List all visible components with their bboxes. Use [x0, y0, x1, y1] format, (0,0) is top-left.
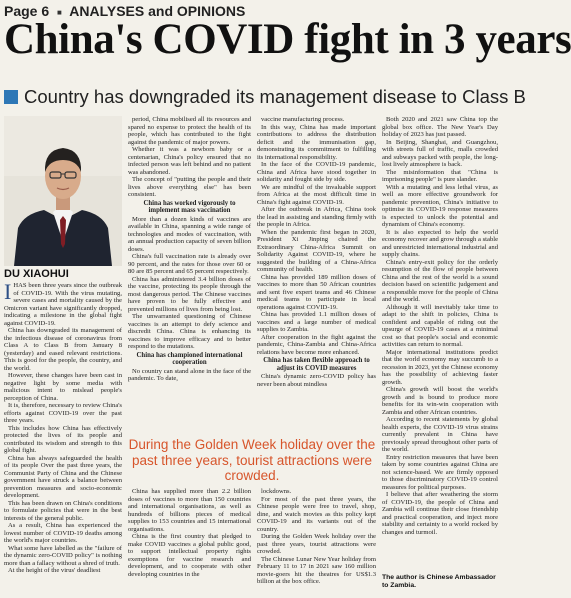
paragraph: Whether it was a newborn baby or a centenarian, China's policy ensured that no infected person was left behind and no patient was abandoned.: [128, 146, 251, 176]
paragraph: China is the first country that pledged to make COVID vaccines a global public good, to support intellectual property rights exemptions for vaccine research and development, and to cooperate with other developing countries in the: [128, 533, 251, 578]
author-photo: [4, 116, 122, 266]
paragraph: HAS been three years since the outbreak of COVID-19. With the virus mutating, severe cases and mortality caused by the Omicron variant have significantly dropped, indicating a milestone in the global fight against COVID-19.: [4, 282, 122, 327]
paragraph: As a result, China has experienced the lowest number of COVID-19 deaths among the world's major countries.: [4, 522, 122, 544]
paragraph: No country can stand alone in the face of the pandemic. To date,: [128, 367, 251, 382]
paragraph: lockdowns.: [261, 488, 292, 495]
paragraph: period, China mobilised all its resources and spared no expense to protect the health of its people, which has contributed to the fight against the pandemic of major powers.: [128, 116, 251, 146]
paragraph: This has been drawn on China's conditions to formulate policies that were in the best interests of the general public.: [4, 499, 122, 522]
blue-square-icon: [4, 90, 18, 104]
paragraph: China has administered 3.4 billion doses of the vaccine, protecting its people through the most dangerous period. The Chinese vaccines have proven to be fully effective and prevented millions of lives from being lost.: [128, 275, 251, 313]
paragraph: It is also expected to help the world economy recover and grow through a stable and unrestricted international industrial and supply chains.: [382, 228, 498, 258]
paragraph: However, these changes have been cast in negative light by some media with malicious intent to mislead people's perception of China.: [4, 372, 122, 402]
paragraph: In Beijing, Shanghai, and Guangzhou, with streets full of traffic, malls crowded and subways packed with people, the long-lost lively atmosphere is back.: [382, 138, 498, 168]
subheadline: [4, 86, 526, 108]
paragraph: With a mutating and less lethal virus, as well as more effective groundwork for pandemic prevention, China's initiative to optimise its COVID-19 response measures is expected to unlock the potential and dynamism of China's economy.: [382, 183, 498, 228]
paragraph: When the pandemic first began in 2020, President Xi Jinping chaired the Extraordinary China-Africa Summit on Solidarity Against COVID-19, where he suggested the building of a China-Africa community of health.: [257, 228, 376, 273]
paragraph: During the Golden Week holiday over the past three years, tourist attractions were crowded.: [257, 533, 376, 555]
column-1: [4, 279, 122, 596]
paragraph: It is, therefore, necessary to review China's efforts against COVID-19 over the past three years.: [4, 402, 122, 424]
author-note: The author is Chinese Ambassador to Zambia.: [382, 574, 496, 589]
paragraph: The concept of "putting the people and their lives above everything else" has been consistent.: [128, 176, 251, 198]
column-2: [128, 116, 251, 432]
paragraph: China's entry-exit policy for the orderly resumption of the flow of people between China and the rest of the world is a sound decision based on scientific judgement and a responsible move for the people of China and the world.: [382, 258, 498, 303]
paragraph: We are mindful of the invaluable support from Africa at the most difficult time in China's fight against COVID-19.: [257, 183, 376, 206]
paragraph: After the outbreak in Africa, China took the lead in assisting and standing firmly with the people in Africa.: [257, 206, 376, 228]
paragraph: In this way, China has made important contributions to address the distribution deficit and the immunisation gap, demonstrating its commitment to fulfilling its international responsibility.: [257, 123, 376, 161]
paragraph: China's dynamic zero-COVID policy has never been about mindless: [257, 373, 376, 388]
column-3: [257, 116, 376, 432]
paragraph: After cooperation in the fight against the pandemic, China-Zambia and China-Africa relations have become more enhanced.: [257, 333, 376, 356]
paragraph: China has provided 189 million doses of vaccines to more than 50 African countries and sent five expert teams and 46 Chinese medical teams to participate in local operations against COVID-19.: [257, 273, 376, 311]
pull-quote: During the Golden Week holiday over the past three years, tourist attractions were crowded.: [128, 437, 376, 483]
paragraph: China's full vaccination rate is already over 90 percent, and the rates for those over 60 or 80 are 85 percent and 65 percent respectively.: [128, 253, 251, 275]
column-3-lower: [257, 488, 376, 596]
paragraph: More than a dozen kinds of vaccines are available in China, spanning a wide range of technologies and modes of vaccination, with an annual production capacity of seven billion doses.: [128, 215, 251, 253]
paragraph: This includes how China has effectively protected the lives of its people and contributed its wisdom and strength to this global fight.: [4, 424, 122, 454]
subheading: China has worked vigorously to implement mass vaccination: [143, 199, 236, 214]
paragraph: The Chinese Lunar New Year holiday from February 11 to 17 in 2021 saw 160 million movie-goers hit the theatres for US$1.3 billion at the box office.: [257, 555, 376, 585]
paragraph: The misinformation that "China is imprisoning people" is pure slander.: [382, 168, 498, 183]
paragraph: What some have labelled as the "failure of the dynamic zero-COVID policy" is nothing more than a fallacy without a shred of truth.: [4, 544, 122, 567]
paragraph: China has supplied more than 2.2 billion doses of vaccines to more than 150 countries and international organisations, as well as hundreds of billions pieces of medical supplies to 153 countries and 15 international organisations.: [128, 488, 251, 533]
paragraph: China has downgraded its management of the infectious disease of coronavirus from Class A to Class B from January 8 (yesterday) and eased relevant restrictions. This is good for the people, the country, and the world.: [4, 327, 122, 372]
paragraph: Both 2020 and 2021 saw China top the global box office. The New Year's Day holiday of 2023 has just passed.: [382, 116, 498, 138]
paragraph: vaccine manufacturing process.: [261, 116, 345, 123]
paragraph: At the height of the virus' deadliest: [8, 567, 101, 574]
paragraph: According to recent statements by global health experts, the COVID-19 virus strains currently prevalent in China have previously spread throughout other parts of the world.: [382, 416, 498, 453]
page-number: 6: [41, 3, 50, 19]
subheadline-text: Country has downgraded its management disease to Class B: [24, 86, 526, 107]
author-portrait-illustration: [4, 116, 122, 266]
paragraph: Although it will inevitably take time to adapt to the shift in policies, China is confident and capable of riding out the upsurge of COVID-19 cases at a minimal cost so that people's social and economic activities can return to normal.: [382, 303, 498, 348]
paragraph: Entry restriction measures that have been taken by some countries against China are not science-based. We are firmly opposed to those discriminatory COVID-19 control measures for political purposes.: [382, 453, 498, 491]
subheading: China has championed international cooperation: [136, 351, 243, 366]
paragraph: Major international institutions predict that the world economy may succumb to a recession in 2023, yet the Chinese economy has the possibility of achieving faster growth.: [382, 348, 498, 386]
subheading: China has taken flexible approach to adjust its COVID measures: [263, 357, 370, 372]
column-2-lower: [128, 488, 251, 596]
headline: China's COVID fight in 3 years: [4, 16, 571, 63]
paragraph: China has provided 1.1 million doses of vaccines and a large number of medical supplies to Zambia.: [257, 311, 376, 333]
paragraph: China's growth will boost the world's growth and is bound to produce more benefits for its win-win cooperation with Zambia and other African countries.: [382, 386, 498, 416]
paragraph: For most of the past three years, the Chinese people were free to travel, shop, dine, and watch movies as this policy kept COVID-19 and its variants out of the country.: [257, 495, 376, 533]
paragraph: The unwarranted questioning of Chinese vaccines is an attempt to defy science and discredit China. China is enhancing its vaccines to improve efficacy and to better respond to the mutations.: [128, 313, 251, 350]
drop-cap: I: [4, 279, 12, 304]
paragraph: China has always safeguarded the health of its people Over the past three years, the Communist Party of China and the Chinese government have struck a balance between prevention measures and socio-economic development.: [4, 454, 122, 499]
paragraph: I believe that after weathering the storm of COVID-19, the people of China and Zambia will continue their close friendship and practical cooperation, and inject more stability and certainty to a world rocked by changes and turmoil.: [382, 491, 498, 536]
byline: DU XIAOHUI: [4, 268, 69, 280]
page-label: Page: [4, 3, 38, 19]
paragraph: In the face of the COVID-19 pandemic, China and Africa have stood together in solidarity and fought side by side.: [257, 161, 376, 183]
separator-square-icon: ■: [57, 7, 62, 17]
section-name: ANALYSES and OPINIONS: [69, 3, 246, 19]
column-4: [382, 116, 498, 594]
